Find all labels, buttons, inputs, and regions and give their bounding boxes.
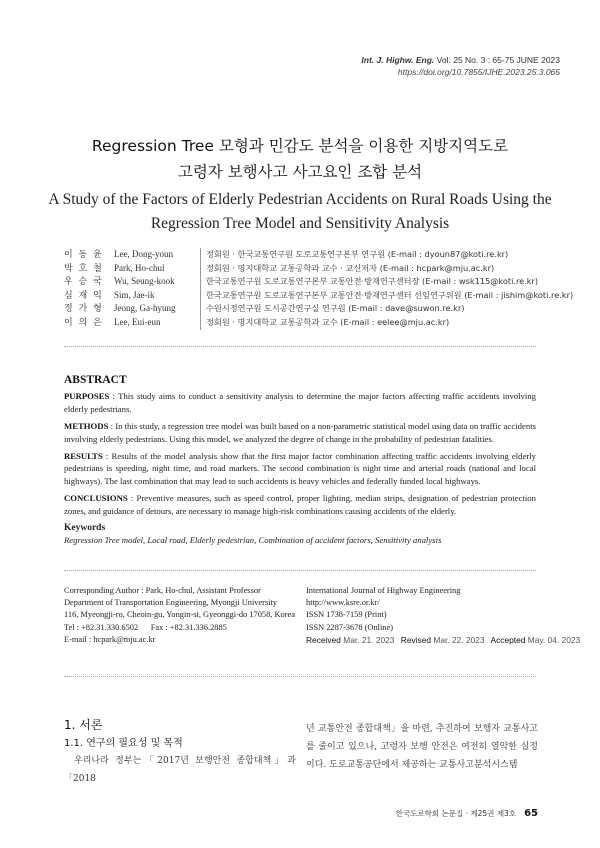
journal-info-line: ISSN 1738-7159 (Print) [306,610,387,620]
author-row [64,275,573,289]
accepted-date: May. 04. 2023 [527,634,581,645]
section-divider [64,346,536,347]
author-affiliation: 수원시정연구원 도시공간연구실 연구원 (E-mail : dave@suwon.re.kr) [200,302,464,316]
section-divider [64,676,536,677]
journal-info-line: International Journal of Highway Engineering [306,586,461,595]
author-name-ko: 박 호 철 [64,263,104,274]
abstract-section [64,374,536,547]
author-row [64,316,573,330]
body-paragraph: 우리나라 정부는「2017년 보행안전 종합대책」과「2018 [64,756,296,784]
section-divider [64,570,536,571]
results-label: RESULTS [64,451,103,462]
author-name-ko: 심 재 익 [64,290,104,301]
page-number: 65 [524,808,538,819]
corresponding-line: Corresponding Author : Park, Ho-chul, Assistant Professor [64,586,261,595]
body-column-right [306,720,538,774]
journal-info [306,585,581,646]
author-name-ko: 정 가 형 [64,304,104,315]
author-name-en: Sim, Jae-ik [114,289,155,300]
author-affiliation: 정회원 · 명지대학교 교통공학과 교수 · 교신저자 (E-mail : hcpark@mju.ac.kr) [200,262,494,276]
revised-date: Mar. 22. 2023 [433,634,485,645]
body-paragraph: 년 교통안전 종합대책」을 마련, 추진하여 보행자 교통사고를 줄이고 있으나, 고령자 보행 안전은 여전히 열악한 실정이다. 도로교통공단에서 제공하는 교통사고분석시스템 [306,724,538,770]
abstract-purposes [64,390,536,415]
received-date: Mar. 21. 2023 [343,634,395,645]
revised-label: Revised [400,634,432,645]
conclusions-label: CONCLUSIONS [64,493,128,504]
corresponding-email[interactable]: E-mail : hcpark@mju.ac.kr [64,634,156,644]
author-row [64,262,573,276]
author-name-ko: 이 의 은 [64,317,104,328]
author-row [64,248,573,262]
abstract-results [64,450,536,487]
author-affiliation: 한국교통연구원 도로교통연구본부 교통안전·방재연구센터장 (E-mail : wsk115@koti.re.kr) [200,275,538,289]
author-name-en: Jeong, Ga-hyung [114,303,176,314]
korean-title-line2: 고령자 보행사고 사고요인 조합 분석 [177,163,423,181]
submission-dates [306,634,581,646]
purposes-label: PURPOSES [64,391,110,402]
author-affiliation: 정회원 · 명지대학교 교통공학과 교수 (E-mail : eelee@mju.ac.kr) [200,316,449,330]
footer-journal-name: 한국도로학회 논문집 · 제25권 제3호 [395,809,517,818]
author-name-ko: 우 승 국 [64,277,104,288]
body-column-left [64,716,296,788]
korean-title [0,133,600,185]
abstract-heading: ABSTRACT [64,374,127,386]
journal-url[interactable]: http://www.ksre.or.kr/ [306,598,380,608]
korean-title-line1: Regression Tree 모형과 민감도 분석을 이용한 지방지역도로 [91,137,509,155]
received-label: Received [306,634,341,645]
conclusions-text: : Preventive measures, such as speed control, proper lighting, median strips, designation of pedestrian protection zones, and guidance of detours, are necessary to manage high-risk combinations causing accidents of the elderly. [64,493,536,516]
corresponding-line: Department of Transportation Engineering, Myongji University [64,598,278,608]
results-text: : Results of the model analysis show that the first major factor combination affecting traffic accidents involving elderly pedestrians is speeding, night time, and road markers. The second combination is night time and arterial roads (national and local highways). The last combination that may lead to such accidents is heavy vehicles and federally funded local highways. [64,451,536,486]
methods-label: METHODS [64,421,109,432]
journal-info-line: ISSN 2287-3678 (Online) [306,622,394,632]
journal-name: Int. J. Highw. Eng. [361,55,435,65]
subsection-title: 1.1. 연구의 필요성 및 목적 [64,738,183,749]
accepted-label: Accepted [490,634,526,645]
english-title-line2: Regression Tree Model and Sensitivity Analysis [150,215,450,232]
journal-issue: Vol. 25 No. 3 : 65-75 JUNE 2023 [436,55,560,65]
keywords-list: Regression Tree model, Local road, Elderly pedestrian, Combination of accident factors, Sensitivity analysis [64,535,442,546]
methods-text: : In this study, a regression tree model was built based on a non-parametric statistical model using data on traffic accidents involving elderly pedestrians. Using this model, we analyzed the degree of change in the probability of pedestrian fatalities. [64,421,536,444]
author-row [64,302,573,316]
english-title-line1: A Study of the Factors of Elderly Pedestrian Accidents on Rural Roads Using the [48,191,552,208]
author-name-en: Park, Ho-chul [114,262,165,273]
abstract-methods [64,420,536,445]
author-row [64,289,573,303]
purposes-text: : This study aims to conduct a sensitivity analysis to determine the major factors affecting traffic accidents involving elderly pedestrians. [64,391,536,414]
corresponding-author-info [64,585,304,646]
author-affiliation: 한국교통연구원 도로교통연구본부 교통안전·방재연구센터 선임연구위원 (E-mail : jishim@koti.re.kr) [200,289,573,303]
author-name-ko: 이 동 윤 [64,250,104,260]
journal-doi[interactable]: https://doi.org/10.7855/IJHE.2023.25.3.065 [397,67,560,77]
corresponding-line: Tel : +82.31.330.6502 Fax : +82.31.336.2885 [64,622,227,632]
author-name-en: Lee, Eui-eun [114,316,161,327]
journal-header [361,54,560,78]
author-name-en: Lee, Dong-youn [114,249,173,259]
english-title [0,188,600,236]
page-footer [396,808,538,819]
author-name-en: Wu, Seung-kook [114,276,175,287]
author-affiliation: 정회원 · 한국교통연구원 도로교통연구본부 연구원 (E-mail : dyoun87@koti.re.kr) [200,248,508,262]
keywords-heading: Keywords [64,523,106,534]
abstract-conclusions [64,492,536,517]
author-list [64,248,573,330]
section-title: 1. 서론 [64,718,103,732]
corresponding-line: 116, Myeongji-ro, Cheoin-gu, Yongin-si, Gyeonggi-do 17058, Korea [64,610,295,620]
